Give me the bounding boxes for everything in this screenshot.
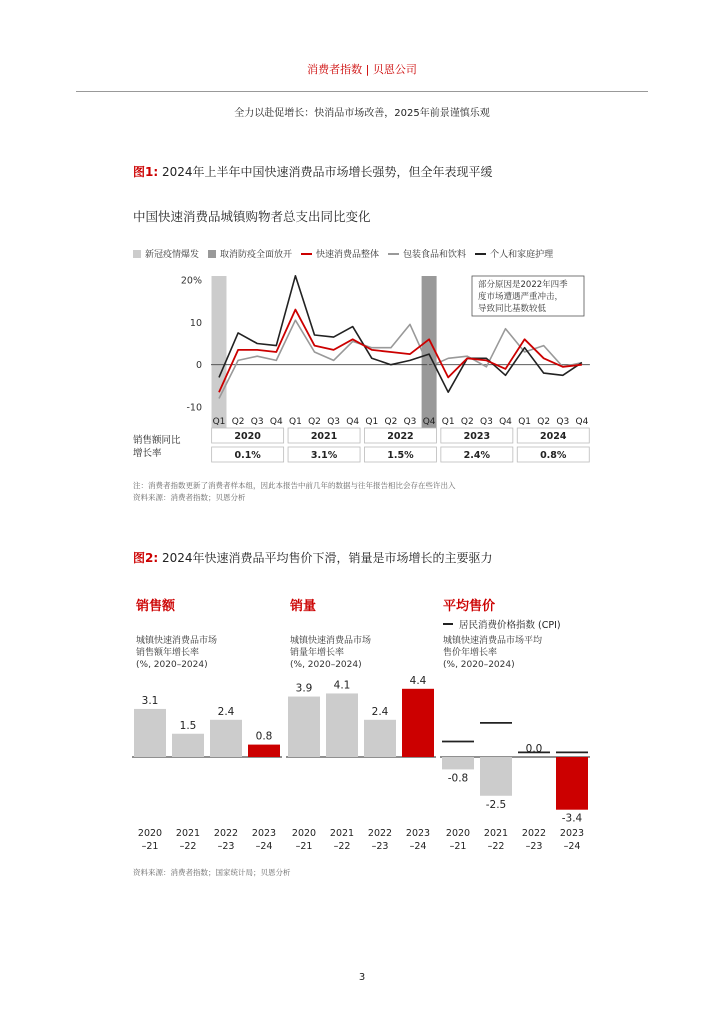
figure1-chart-title: 中国快速消费品城镇购物者总支出同比变化 [133,209,371,224]
category-label: –22 [487,841,505,852]
category-label: 2021 [483,828,509,839]
annotation-line: 部分原因是2022年四季 [478,280,568,290]
x-tick-label: Q2 [537,417,551,427]
category-label: –22 [179,841,197,852]
bar-value-label: 4.1 [333,679,351,692]
category-label: 2022 [521,828,547,839]
x-tick-label: Q3 [479,417,493,427]
subtitle-line: 销量年增长率 [290,648,345,658]
bar [480,757,512,796]
growth-label-line: 销售额同比 [133,435,181,446]
x-tick-label: Q4 [499,417,512,427]
year-label: 2022 [387,431,414,442]
bar [556,757,588,810]
header-brand: 消费者指数 | 贝恩公司 [307,63,417,76]
cpi-legend-label: 居民消费价格指数 (CPI) [459,620,561,631]
bar-value-label: -3.4 [561,812,583,825]
bar-value-label: 2.4 [371,705,389,718]
subtitle-line: (%, 2020–2024) [443,660,515,670]
bar [172,734,204,757]
bar-value-label: -2.5 [485,798,507,811]
panel-title-price: 平均售价 [443,599,496,614]
bar-value-label: 2.4 [217,705,235,718]
category-label: 2021 [329,828,355,839]
category-label: 2020 [291,828,317,839]
x-tick-label: Q1 [288,417,302,427]
category-label: –21 [449,841,467,852]
category-label: 2023 [559,828,585,839]
subtitle-line: (%, 2020–2024) [136,660,208,670]
x-tick-label: Q4 [269,417,283,427]
panel-title-volume: 销量 [290,599,317,614]
category-label: –22 [333,841,351,852]
x-tick-label: Q2 [460,417,474,427]
x-tick-label: Q2 [231,417,245,427]
x-tick-label: Q3 [327,417,341,427]
figure1-note: 注：消费者指数更新了消费者样本组，因此本报告中前几年的数据与往年报告相比会存在些许出入 [133,481,456,490]
page-number: 3 [358,972,366,983]
bar-panel-2 [440,723,590,852]
legend-label: 包装食品和饮料 [403,250,467,260]
year-label: 2024 [540,431,567,442]
y-tick-label: -10 [186,402,202,414]
subtitle-line: 售价年增长率 [443,648,498,658]
category-label: 2021 [175,828,201,839]
year-label: 2021 [310,431,338,442]
bar [134,709,166,757]
x-tick-label: Q3 [556,417,570,427]
bar-panels [132,675,590,852]
bar [364,720,396,757]
y-tick-label: 0 [195,360,202,372]
subtitle-line: 销售额年增长率 [136,648,200,658]
bar [248,745,280,757]
bar [326,693,358,757]
legend-label: 取消防疫全面放开 [220,250,293,260]
category-label: 2023 [405,828,431,839]
x-tick-label: Q3 [250,417,264,427]
annotation-line: 度市场遭遇严重冲击， [478,292,564,302]
category-label: –23 [371,841,389,852]
category-label: 2023 [251,828,277,839]
x-tick-label: Q4 [346,417,360,427]
category-label: –24 [409,841,427,852]
bar-value-label: 0.8 [255,730,273,743]
x-tick-label: Q4 [575,417,589,427]
category-label: –21 [295,841,313,852]
legend-label: 个人和家庭护理 [490,250,554,260]
legend-label: 快速消费品整体 [316,250,380,260]
x-tick-label: Q4 [422,417,436,427]
growth-value: 0.1% [234,450,261,461]
category-label: –23 [525,841,543,852]
figure1-source: 资料来源：消费者指数；贝恩分析 [133,493,246,502]
figure1-title-text: 2024年上半年中国快速消费品市场增长强势，但全年表现平缓 [161,165,493,179]
category-label: 2022 [367,828,393,839]
x-tick-label: Q2 [308,417,321,427]
growth-value: 0.8% [540,450,567,461]
annotation-line: 导致同比基数较低 [478,304,547,314]
x-tick-label: Q1 [365,417,379,427]
x-tick-label: Q1 [518,417,532,427]
header-subtitle: 全力以赴促增长：快消品市场改善，2025年前景谨慎乐观 [234,108,490,119]
category-label: –24 [563,841,581,852]
growth-value: 1.5% [387,450,414,461]
bar [288,697,320,757]
y-tick-label: 20% [180,275,202,287]
category-label: 2020 [137,828,163,839]
subtitle-line: (%, 2020–2024) [290,660,362,670]
x-tick-label: Q2 [384,417,398,427]
x-tick-label: Q1 [212,417,226,427]
category-label: –21 [141,841,159,852]
year-label: 2023 [463,431,491,442]
panel-title-sales: 销售额 [136,599,176,614]
bar-panel-0 [132,695,282,852]
legend-label: 新冠疫情爆发 [145,250,200,260]
growth-value: 2.4% [463,450,491,461]
bar-value-label: 0.0 [525,743,543,755]
bar [210,720,242,757]
subtitle-line: 城镇快速消费品市场平均 [443,636,543,646]
bar-panel-1 [286,675,436,852]
y-tick-label: 10 [189,317,202,329]
figure2-source: 资料来源：消费者指数；国家统计局；贝恩分析 [133,868,291,877]
bar-value-label: 4.4 [409,674,427,687]
figure1-label: 图1: [133,165,159,179]
x-tick-label: Q3 [403,417,417,427]
bar-value-label: 3.1 [141,694,159,707]
bar-value-label: -0.8 [447,772,469,785]
figure2-title-text: 2024年快速消费品平均售价下滑，销量是市场增长的主要驱力 [161,551,493,565]
bar [402,689,434,757]
x-tick-label: Q1 [441,417,455,427]
bar-value-label: 1.5 [179,719,197,732]
bar [442,757,474,769]
year-label: 2020 [234,431,261,442]
subtitle-line: 城镇快速消费品市场 [136,636,218,646]
growth-value: 3.1% [310,450,338,461]
category-label: –23 [217,841,235,852]
figure2-label: 图2: [133,551,159,565]
subtitle-line: 城镇快速消费品市场 [290,636,372,646]
category-label: 2022 [213,828,239,839]
category-label: 2020 [445,828,471,839]
category-label: –24 [255,841,273,852]
bar-value-label: 3.9 [295,682,313,695]
growth-label-line: 增长率 [133,448,162,459]
